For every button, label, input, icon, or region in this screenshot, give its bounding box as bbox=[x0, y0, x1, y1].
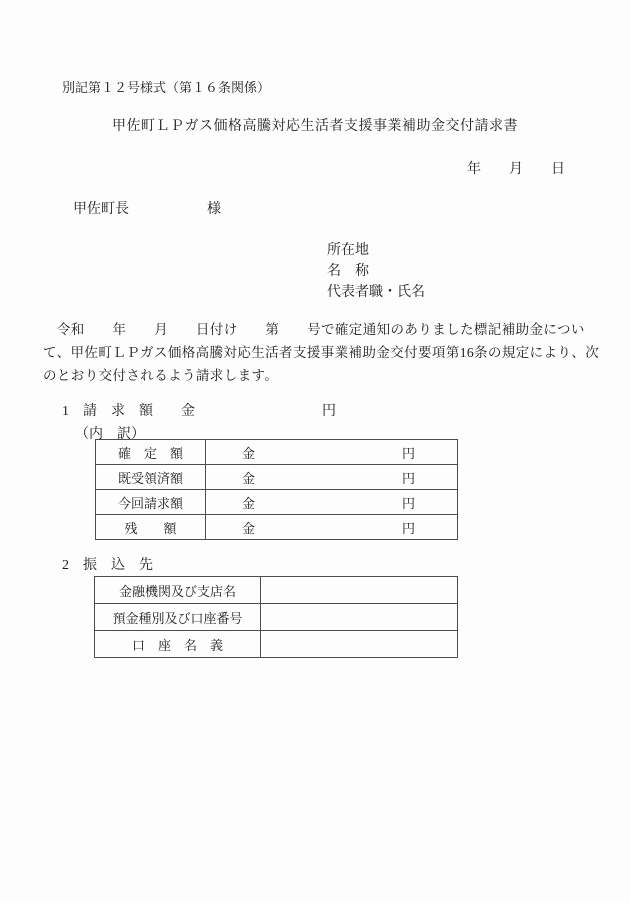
table-row bbox=[95, 604, 458, 631]
applicant-address-label: 所在地 bbox=[327, 243, 369, 258]
row-value-account-holder-name bbox=[261, 631, 458, 658]
bank-transfer-table bbox=[94, 576, 458, 658]
row-label-bank-and-branch: 金融機関及び支店名 bbox=[95, 577, 261, 604]
applicant-representative-label: 代表者職・氏名 bbox=[327, 285, 425, 300]
section1-breakdown-label: （内 訳） bbox=[75, 427, 145, 442]
row-value-confirmed-amount bbox=[206, 440, 458, 465]
applicant-name-label: 名 称 bbox=[327, 264, 369, 279]
row-label-account-type-number: 預金種別及び口座番号 bbox=[95, 604, 261, 631]
body-paragraph-line-2: て、甲佐町ＬＰガス価格高騰対応生活者支援事業補助金交付要項第16条の規定により、次 bbox=[43, 345, 600, 360]
addressee-name: 甲佐町長 bbox=[73, 202, 129, 217]
section2-heading: 2 振 込 先 bbox=[62, 558, 153, 573]
section1-yen-unit: 円 bbox=[322, 404, 336, 419]
row-value-current-claim-amount bbox=[206, 490, 458, 515]
yen-suffix: 円 bbox=[401, 495, 415, 511]
yen-prefix: 金 bbox=[242, 445, 256, 461]
yen-suffix: 円 bbox=[401, 520, 415, 536]
row-value-already-received-amount bbox=[206, 465, 458, 490]
date-line: 年 月 日 bbox=[467, 162, 565, 177]
row-label-confirmed-amount: 確 定 額 bbox=[96, 440, 206, 465]
table-row bbox=[96, 440, 458, 465]
body-paragraph-line-1: 令和 年 月 日付け 第 号で確定通知のありました標記補助金につい bbox=[43, 322, 585, 337]
table-row bbox=[96, 465, 458, 490]
row-value-account-type-number bbox=[261, 604, 458, 631]
yen-suffix: 円 bbox=[401, 445, 415, 461]
row-label-already-received-amount: 既受領済額 bbox=[96, 465, 206, 490]
table-row bbox=[95, 631, 458, 658]
yen-prefix: 金 bbox=[242, 470, 256, 486]
yen-prefix: 金 bbox=[242, 495, 256, 511]
document-title: 甲佐町ＬＰガス価格高騰対応生活者支援事業補助金交付請求書 bbox=[112, 119, 518, 134]
yen-prefix: 金 bbox=[242, 520, 256, 536]
row-label-current-claim-amount: 今回請求額 bbox=[96, 490, 206, 515]
table-row bbox=[96, 515, 458, 540]
row-value-remaining-amount bbox=[206, 515, 458, 540]
row-label-account-holder-name: 口 座 名 義 bbox=[95, 631, 261, 658]
body-paragraph-line-3: のとおり交付されるよう請求します。 bbox=[43, 368, 279, 383]
table-row bbox=[96, 490, 458, 515]
section1-heading: 1 請 求 額 金 bbox=[62, 404, 195, 419]
yen-suffix: 円 bbox=[401, 470, 415, 486]
row-label-remaining-amount: 残 額 bbox=[96, 515, 206, 540]
row-value-bank-and-branch bbox=[261, 577, 458, 604]
table-row bbox=[95, 577, 458, 604]
amount-breakdown-table bbox=[95, 439, 458, 540]
form-number: 別記第１２号様式（第１６条関係） bbox=[62, 80, 271, 95]
addressee-honorific: 様 bbox=[207, 202, 221, 217]
